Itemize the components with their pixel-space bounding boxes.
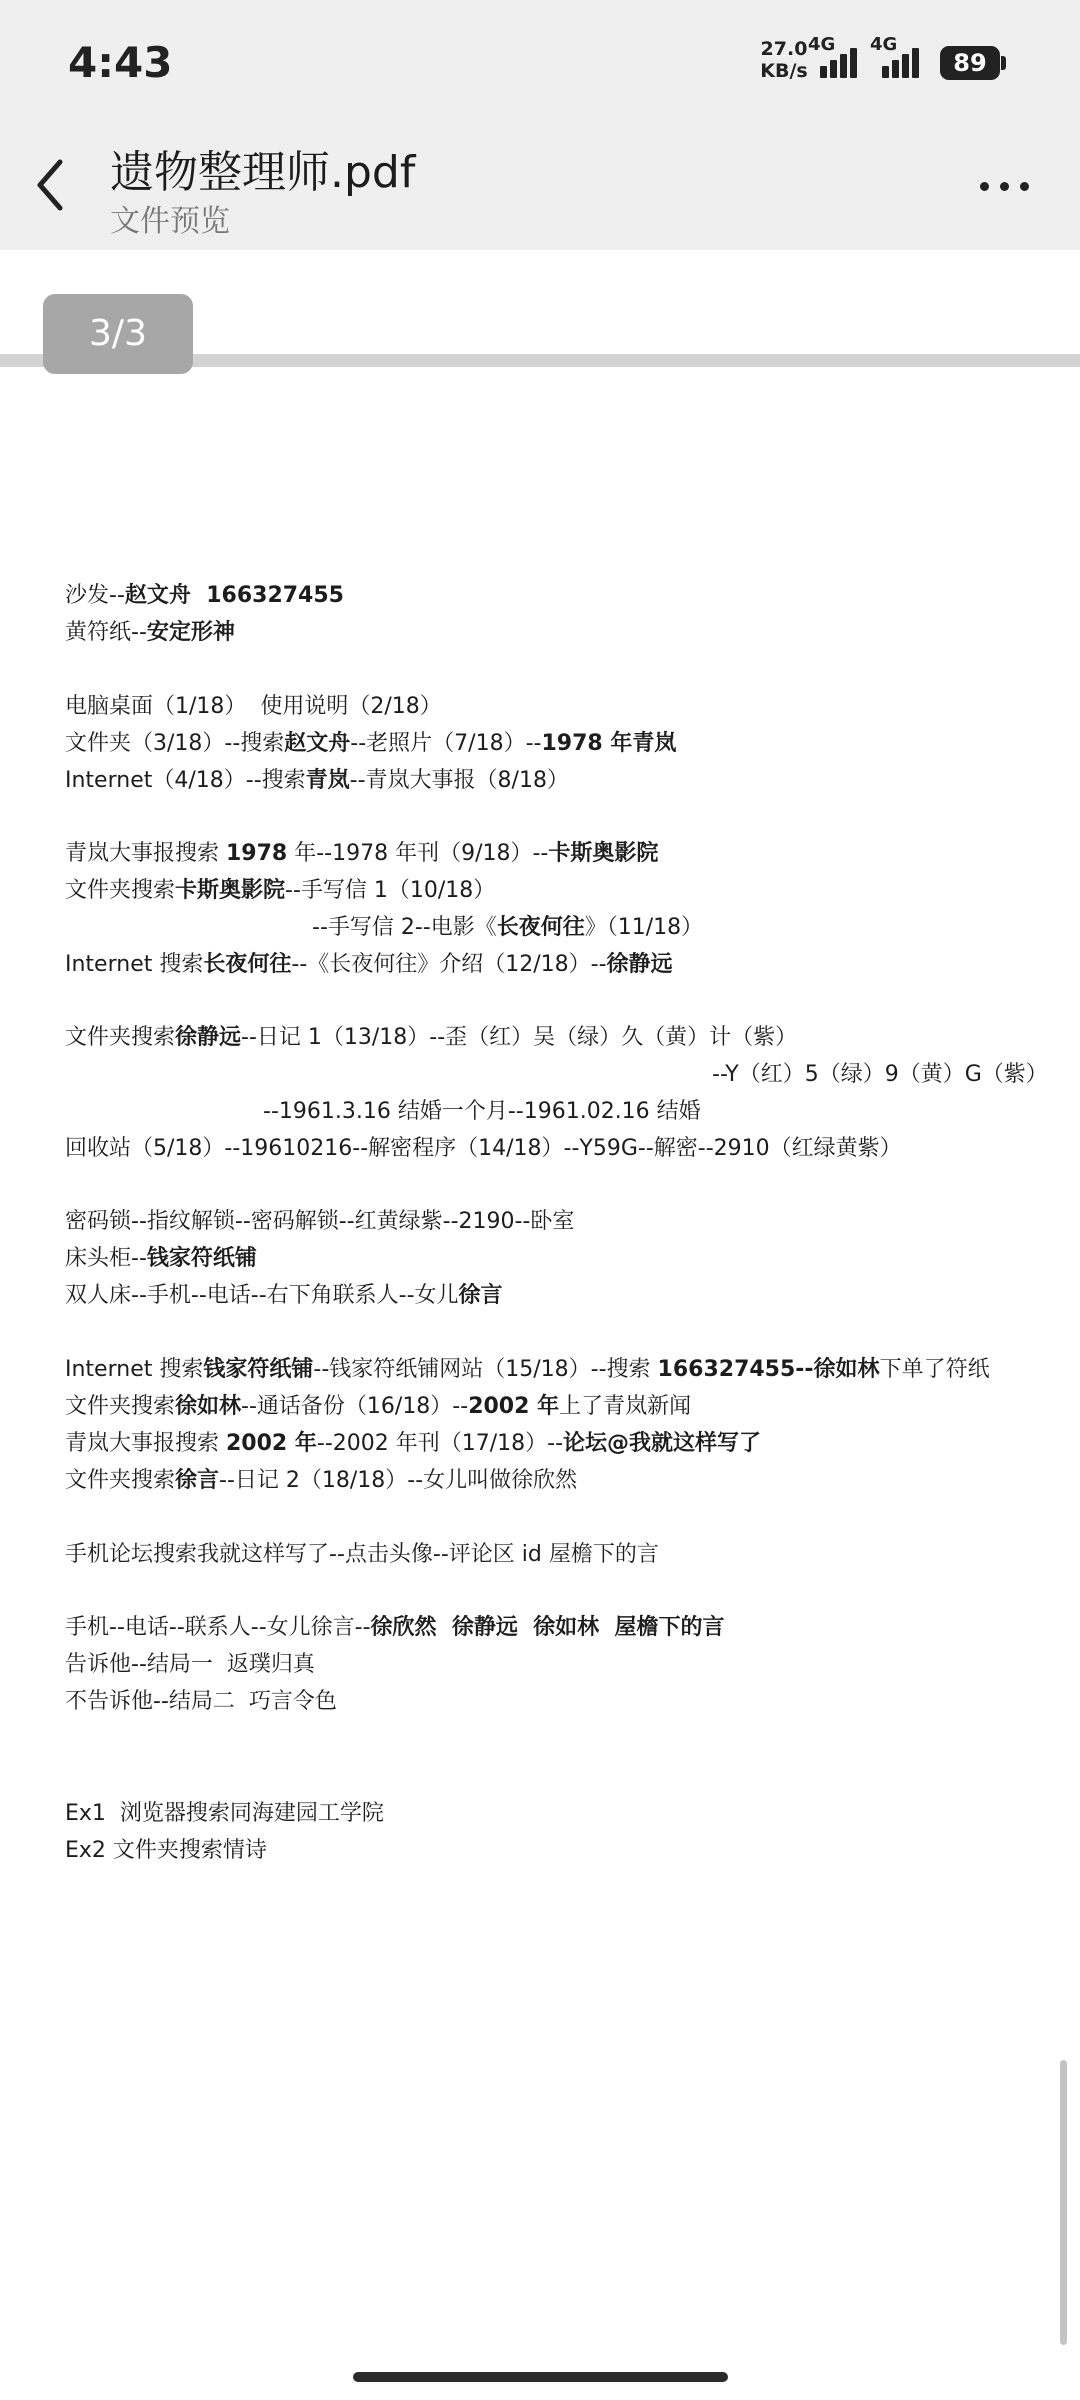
doc-line: Internet 搜索长夜何往--《长夜何往》介绍（12/18）--徐静远 xyxy=(65,952,673,977)
chevron-left-icon xyxy=(28,150,78,220)
doc-line: Ex2 文件夹搜索情诗 xyxy=(65,1838,267,1863)
status-time: 4:43 xyxy=(68,38,173,87)
doc-line: 手机论坛搜索我就这样写了--点击头像--评论区 id 屋檐下的言 xyxy=(65,1542,659,1567)
more-options-button[interactable] xyxy=(970,168,1040,204)
doc-line: Internet（4/18）--搜索青岚--青岚大事报（8/18） xyxy=(65,768,569,793)
doc-line: 文件夹搜索徐静远--日记 1（13/18）--歪（红）吴（绿）久（黄）计（紫） xyxy=(65,1025,798,1050)
doc-line: 电脑桌面（1/18） 使用说明（2/18） xyxy=(65,694,442,719)
doc-line: 沙发--赵文舟 166327455 xyxy=(65,583,344,608)
battery-icon: 89 xyxy=(940,46,1000,80)
signal-sim1-icon xyxy=(808,34,870,82)
doc-line: 文件夹搜索卡斯奥影院--手写信 1（10/18） xyxy=(65,878,496,903)
doc-line: --手写信 2--电影《长夜何往》（11/18） xyxy=(312,915,704,940)
doc-line: Ex1 浏览器搜索同海建园工学院 xyxy=(65,1801,384,1826)
top-bar xyxy=(0,0,1080,250)
more-dot-icon xyxy=(1020,182,1029,191)
page-indicator: 3/3 xyxy=(43,294,193,374)
doc-line: 密码锁--指纹解锁--密码解锁--红黄绿紫--2190--卧室 xyxy=(65,1209,575,1234)
scrollbar[interactable] xyxy=(1060,2060,1067,2345)
page-subtitle: 文件预览 xyxy=(110,204,230,239)
network-speed-value: 27.0 xyxy=(760,38,808,60)
sim1-network-label: 4G xyxy=(808,34,836,55)
doc-line: 双人床--手机--电话--右下角联系人--女儿徐言 xyxy=(65,1283,503,1308)
back-button[interactable] xyxy=(28,150,78,220)
doc-line: 文件夹搜索徐如林--通话备份（16/18）--2002 年上了青岚新闻 xyxy=(65,1394,692,1419)
network-speed xyxy=(754,38,814,82)
home-indicator[interactable] xyxy=(353,2372,728,2382)
doc-line: 不告诉他--结局二 巧言令色 xyxy=(65,1689,337,1714)
doc-line: 文件夹搜索徐言--日记 2（18/18）--女儿叫做徐欣然 xyxy=(65,1468,578,1493)
more-dot-icon xyxy=(980,182,989,191)
more-dot-icon xyxy=(1000,182,1009,191)
doc-line: 黄符纸--安定形神 xyxy=(65,620,235,645)
battery-tip xyxy=(1001,56,1006,70)
doc-line: 回收站（5/18）--19610216--解密程序（14/18）--Y59G--解密--2910（红绿黄紫） xyxy=(65,1136,902,1161)
doc-line: --1961.3.16 结婚一个月--1961.02.16 结婚 xyxy=(263,1099,701,1124)
network-speed-unit: KB/s xyxy=(760,60,808,82)
doc-line: 手机--电话--联系人--女儿徐言--徐欣然 徐静远 徐如林 屋檐下的言 xyxy=(65,1615,725,1640)
doc-line: 青岚大事报搜索 2002 年--2002 年刊（17/18）--论坛@我就这样写了 xyxy=(65,1431,762,1456)
sim2-network-label: 4G xyxy=(870,34,898,55)
signal-sim2-icon xyxy=(870,34,932,82)
doc-line: 青岚大事报搜索 1978 年--1978 年刊（9/18）--卡斯奥影院 xyxy=(65,841,659,866)
doc-line: 文件夹（3/18）--搜索赵文舟--老照片（7/18）--1978 年青岚 xyxy=(65,731,677,756)
doc-line: 床头柜--钱家符纸铺 xyxy=(65,1246,257,1271)
doc-line: 告诉他--结局一 返璞归真 xyxy=(65,1652,315,1677)
page-title: 遗物整理师.pdf xyxy=(110,147,416,198)
doc-line: --Y（红）5（绿）9（黄）G（紫） xyxy=(712,1062,1048,1087)
doc-line: Internet 搜索钱家符纸铺--钱家符纸铺网站（15/18）--搜索 166327455--徐如林下单了符纸 xyxy=(65,1357,990,1382)
